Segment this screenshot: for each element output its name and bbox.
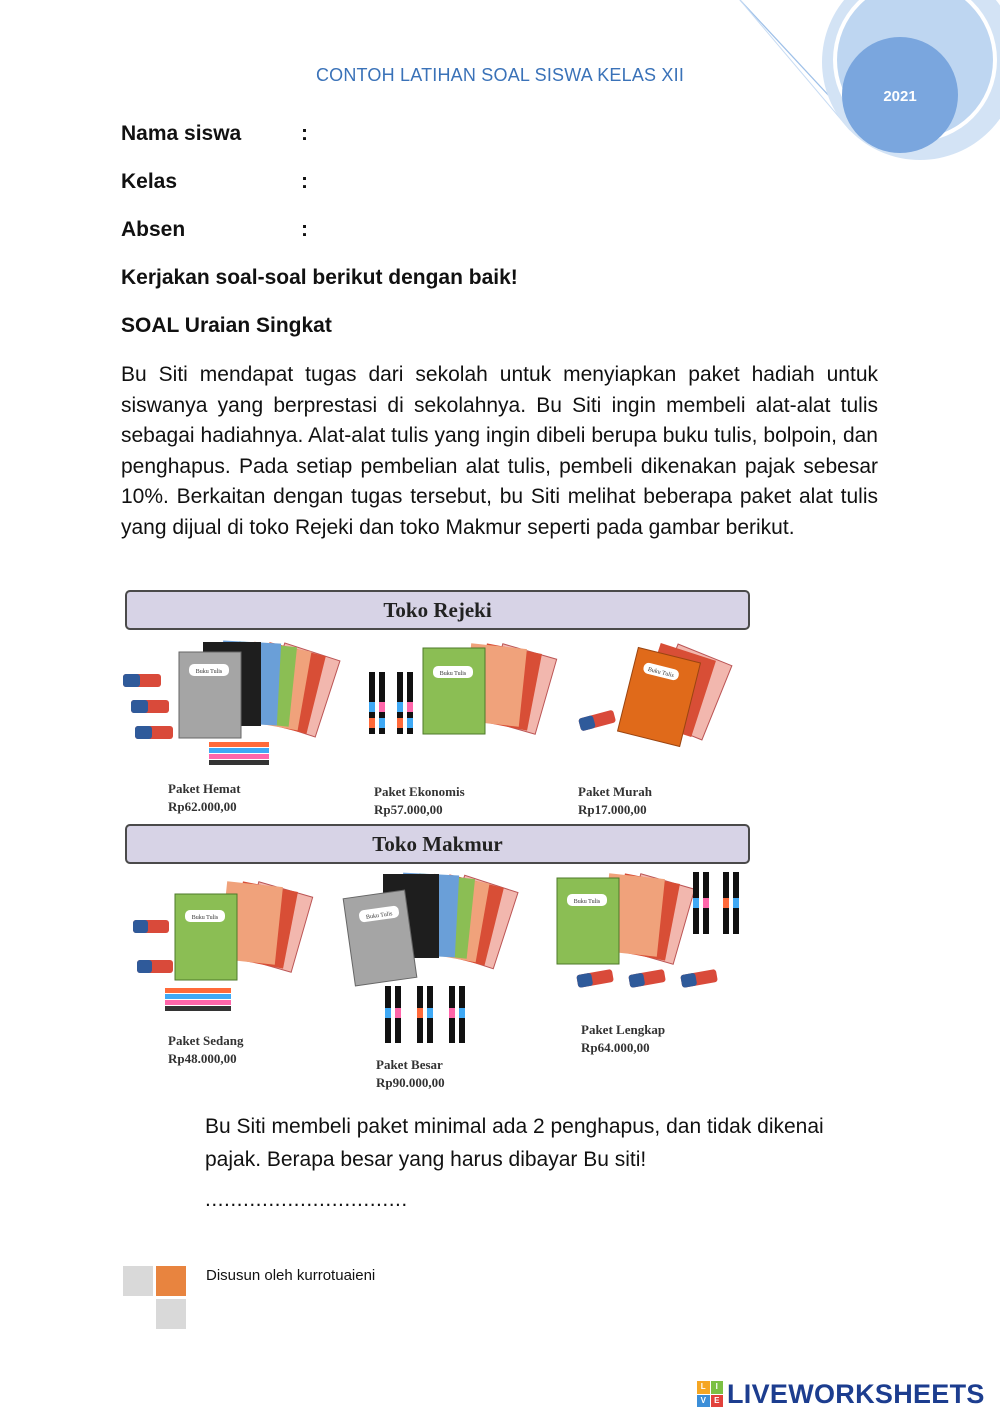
pen-icon: [733, 872, 739, 934]
pen-icon: [165, 988, 231, 1011]
liveworksheets-text: LIVEWORKSHEETS: [727, 1378, 985, 1409]
pen-icon: [427, 986, 433, 1043]
field-label: Kelas: [121, 170, 178, 193]
field-kelas: [121, 170, 308, 194]
field-colon: :: [301, 122, 308, 145]
liveworksheets-logo[interactable]: [697, 1377, 985, 1411]
package-price: Rp90.000,00: [376, 1075, 445, 1090]
footer-author: Disusun oleh kurrotuaieni: [206, 1267, 376, 1284]
logo-letter: I: [711, 1381, 724, 1394]
toko-rejeki-illustration: [121, 632, 753, 782]
book-label: Buku Tulis: [439, 671, 467, 677]
logo-letter: V: [697, 1395, 710, 1408]
pen-icon: [395, 986, 401, 1043]
field-label: Absen: [121, 218, 186, 241]
field-label: Nama siswa: [121, 122, 242, 145]
book-label: Buku Tulis: [195, 669, 223, 675]
eraser-icon: [131, 700, 169, 713]
toko-makmur-illustration: [121, 868, 753, 1043]
book-label: Buku Tulis: [191, 915, 219, 921]
pen-icon: [459, 986, 465, 1043]
pen-icon: [703, 872, 709, 934]
eraser-icon: [133, 920, 169, 933]
paket-hemat-illustration: [123, 641, 340, 765]
pen-icon: [693, 872, 699, 934]
instruction-text: Kerjakan soal-soal berikut dengan baik!: [121, 266, 518, 289]
package-name: Paket Hemat: [168, 781, 241, 796]
pen-icon: [379, 672, 385, 734]
problem-paragraph: Bu Siti mendapat tugas dari sekolah untuk menyiapkan paket hadiah untuk siswanya yang berprestasi di sekolahnya. Bu Siti ingin membeli alat-alat tulis sebagai hadiahnya. Alat-alat tulis yang ingin dibeli berupa buku tulis, bolpoin, dan penghapus. Pada setiap pembelian alat tulis, pembeli dikenakan pajak sebesar 10%. Berkaitan dengan tugas tersebut, bu Siti melihat beberapa paket alat tulis yang dijual di toko Rejeki dan toko Makmur seperti pada gambar berikut.: [121, 363, 878, 539]
store-banner-rejeki: Toko Rejeki: [125, 590, 750, 630]
pen-icon: [209, 742, 269, 765]
eraser-icon: [680, 969, 718, 988]
pen-icon: [385, 986, 391, 1043]
eraser-icon: [576, 969, 614, 988]
package-name: Paket Lengkap: [581, 1022, 666, 1037]
store-banner-makmur: Toko Makmur: [125, 824, 750, 864]
corner-circle-decoration: [600, 0, 1000, 180]
eraser-icon: [123, 674, 161, 687]
question-text: Bu Siti membeli paket minimal ada 2 penghapus, dan tidak dikenai pajak. Berapa besar yang harus dibayar Bu siti!: [205, 1115, 824, 1171]
pen-icon: [723, 872, 729, 934]
liveworksheets-mark-icon: [697, 1381, 723, 1407]
pen-icon: [417, 986, 423, 1043]
logo-letter: L: [697, 1381, 710, 1394]
package-price: Rp64.000,00: [581, 1040, 650, 1055]
paket-murah-illustration: [578, 643, 732, 746]
footer-squares-decoration: [123, 1266, 187, 1330]
field-colon: :: [301, 170, 308, 193]
package-price: Rp48.000,00: [168, 1051, 237, 1066]
package-name: Paket Murah: [578, 784, 653, 799]
section-title: SOAL Uraian Singkat: [121, 314, 332, 337]
package-name: Paket Sedang: [168, 1033, 244, 1048]
package-name: Paket Besar: [376, 1057, 443, 1072]
eraser-icon: [578, 710, 616, 732]
pen-icon: [407, 672, 413, 734]
book-label: Buku Tulis: [647, 666, 675, 680]
page-header-title: CONTOH LATIHAN SOAL SISWA KELAS XII: [315, 65, 685, 85]
stationery-packages-figure: [121, 588, 753, 1096]
pen-icon: [369, 672, 375, 734]
book-label: Buku Tulis: [365, 911, 393, 921]
pen-icon: [397, 672, 403, 734]
package-name: Paket Ekonomis: [374, 784, 465, 799]
eraser-icon: [135, 726, 173, 739]
field-nama-siswa: [121, 122, 308, 146]
eraser-icon: [137, 960, 173, 973]
paket-lengkap-illustration: [557, 872, 739, 988]
pen-icon: [449, 986, 455, 1043]
year-label: 2021: [883, 88, 917, 105]
book-label: Buku Tulis: [573, 899, 601, 905]
answer-blank[interactable]: ................................: [205, 1188, 408, 1211]
package-price: Rp17.000,00: [578, 802, 647, 817]
package-price: Rp57.000,00: [374, 802, 443, 817]
eraser-icon: [628, 969, 666, 988]
paket-sedang-illustration: [133, 881, 313, 1011]
paket-besar-illustration: [343, 873, 518, 1043]
field-colon: :: [301, 218, 308, 241]
logo-letter: E: [711, 1395, 724, 1408]
paket-ekonomis-illustration: [369, 643, 557, 734]
field-absen: [121, 218, 308, 242]
package-price: Rp62.000,00: [168, 799, 237, 814]
